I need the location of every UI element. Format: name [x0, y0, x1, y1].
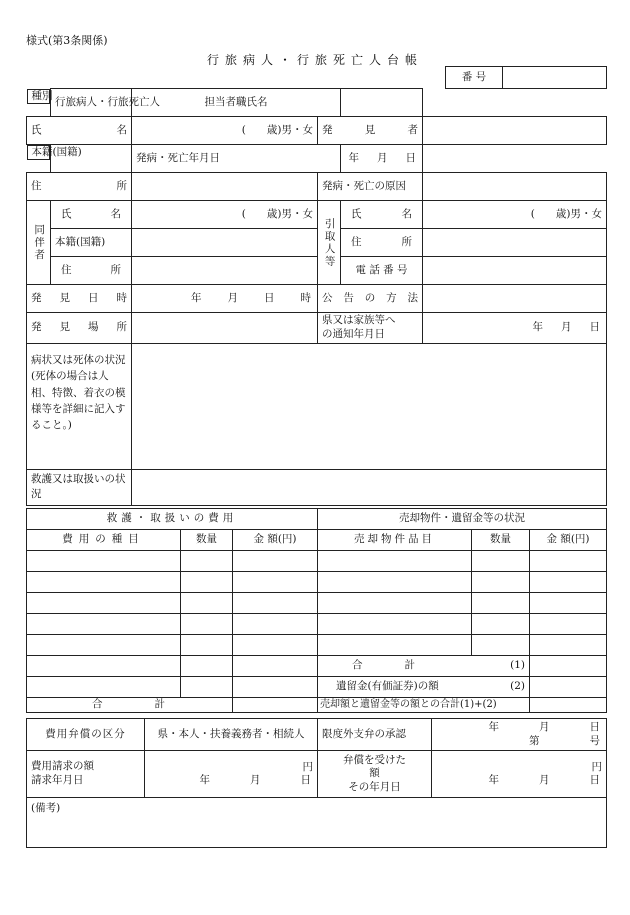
cell[interactable] — [27, 572, 181, 593]
cell[interactable] — [530, 635, 607, 656]
table-row — [27, 572, 607, 593]
cell[interactable] — [27, 677, 181, 698]
finder-field[interactable] — [423, 117, 607, 145]
companion-honseki-label: 本籍(国籍) — [51, 229, 132, 257]
cell[interactable] — [181, 593, 233, 614]
claimant-name-field[interactable]: ( 歳)男・女 — [423, 201, 607, 229]
reimb-label: 弁償を受けた 額 その年月日 — [318, 751, 432, 798]
reimb-field[interactable]: 円 年 月 日 — [432, 751, 607, 798]
cost-sale-table — [26, 508, 607, 713]
cell[interactable] — [233, 572, 318, 593]
cell[interactable] — [181, 614, 233, 635]
approval-field[interactable]: 年 月 日 第 号 — [432, 719, 607, 751]
cause-label: 発病・死亡の原因 — [318, 173, 423, 201]
table-row — [27, 656, 607, 677]
cell[interactable] — [530, 551, 607, 572]
notify-date-field[interactable]: 年 月 日 — [423, 313, 607, 344]
claimant-phone-field[interactable] — [423, 257, 607, 285]
cell[interactable] — [181, 656, 233, 677]
claim-label: 費用請求の額 請求年月日 — [27, 751, 145, 798]
sale-col-amount: 金 額(円) — [530, 530, 607, 551]
found-place-label: 発 見 場 所 — [27, 313, 132, 344]
claimant-name-label: 氏 名 — [341, 201, 423, 229]
cell[interactable] — [181, 677, 233, 698]
cell[interactable] — [233, 614, 318, 635]
form-number: 様式(第3条関係) — [26, 34, 108, 47]
cell[interactable] — [27, 635, 181, 656]
money-label: 遺留金(有価証券)の額 (2) — [318, 677, 530, 698]
main-form — [26, 88, 607, 506]
number-box — [445, 66, 607, 89]
finder-label: 発 見 者 — [318, 117, 423, 145]
cell[interactable] — [318, 572, 472, 593]
table-row — [27, 677, 607, 698]
cell[interactable] — [233, 635, 318, 656]
sale-section-title: 売却物件・遺留金等の状況 — [318, 509, 607, 530]
notice-field[interactable] — [423, 285, 607, 313]
cell[interactable] — [318, 593, 472, 614]
sum-field[interactable] — [530, 698, 607, 713]
claimant-phone-label: 電 話 番 号 — [341, 257, 423, 285]
address-field[interactable] — [132, 173, 318, 201]
cell[interactable] — [233, 593, 318, 614]
cell[interactable] — [27, 614, 181, 635]
companion-name-label: 氏 名 — [51, 201, 132, 229]
cell[interactable] — [27, 593, 181, 614]
cell[interactable] — [181, 551, 233, 572]
notify-label: 県又は家族等へ の通知年月日 — [318, 313, 423, 344]
table-row — [27, 551, 607, 572]
cell[interactable] — [472, 635, 530, 656]
table-row — [27, 593, 607, 614]
cost-col-amount: 金 額(円) — [233, 530, 318, 551]
division-label: 費用弁償の区分 — [27, 719, 145, 751]
cell[interactable] — [530, 572, 607, 593]
cell[interactable] — [472, 551, 530, 572]
cell[interactable] — [472, 572, 530, 593]
condition-field[interactable] — [132, 344, 607, 470]
staff-label: 担当者職氏名 — [132, 89, 341, 117]
division-value[interactable]: 県・本人・扶養義務者・相続人 — [145, 719, 318, 751]
found-datetime-field[interactable]: 年 月 日 時 — [132, 285, 318, 313]
cell[interactable] — [181, 635, 233, 656]
cell[interactable] — [27, 551, 181, 572]
cell[interactable] — [530, 614, 607, 635]
sale-total-label: 合 計 (1) — [318, 656, 530, 677]
honseki-label: 本籍(国籍) — [27, 145, 51, 160]
companion-name-field[interactable]: ( 歳)男・女 — [132, 201, 318, 229]
sum-label: 売却額と遺留金等の額との合計(1)+(2) — [318, 698, 530, 713]
claimant-address-label: 住 所 — [341, 229, 423, 257]
table-row — [27, 614, 607, 635]
approval-label: 限度外支弁の承認 — [318, 719, 432, 751]
page-title: 行旅病人・行旅死亡人台帳 — [206, 53, 423, 67]
notice-label: 公 告 の 方 法 — [318, 285, 423, 313]
staff-field[interactable] — [341, 89, 423, 117]
rescue-label: 救護又は取扱いの状況 — [27, 470, 132, 506]
cost-col-qty: 数量 — [181, 530, 233, 551]
cell[interactable] — [318, 614, 472, 635]
condition-label: 病状又は死体の状況(死体の場合は人相、特徴、着衣の模様等を詳細に記入すること。) — [27, 344, 132, 470]
name-field[interactable]: ( 歳)男・女 — [132, 117, 318, 145]
name-label: 氏 名 — [27, 117, 132, 145]
cell[interactable] — [233, 551, 318, 572]
companion-address-label: 住 所 — [51, 257, 132, 285]
number-label: 番 号 — [446, 67, 503, 89]
onset-date-field[interactable]: 年 月 日 — [341, 145, 423, 173]
claim-field[interactable]: 円 年 月 日 — [145, 751, 318, 798]
claimant-address-field[interactable] — [423, 229, 607, 257]
companion-group-label: 同伴者 — [27, 201, 51, 285]
cell[interactable] — [530, 593, 607, 614]
cell[interactable] — [472, 593, 530, 614]
sale-total-field[interactable] — [530, 656, 607, 677]
cell[interactable] — [472, 614, 530, 635]
cause-field[interactable] — [423, 173, 607, 201]
claimant-group-label: 引取人等 — [318, 201, 341, 285]
cell[interactable] — [318, 551, 472, 572]
cost-col-kind: 費用の種目 — [27, 530, 181, 551]
cell[interactable] — [233, 656, 318, 677]
cost-total-field[interactable] — [233, 698, 318, 713]
bottom-table — [26, 718, 607, 848]
cost-total-label: 合 計 — [27, 698, 233, 713]
companion-honseki-field[interactable] — [132, 229, 318, 257]
sale-col-item: 売却物件品目 — [318, 530, 472, 551]
rescue-field[interactable] — [132, 470, 607, 506]
table-row — [27, 635, 607, 656]
money-field[interactable] — [530, 677, 607, 698]
cell[interactable] — [27, 656, 181, 677]
onset-label: 発病・死亡年月日 — [132, 145, 341, 173]
cell[interactable] — [233, 677, 318, 698]
type-label: 種 別 — [27, 89, 51, 104]
found-place-field[interactable] — [132, 313, 318, 344]
cell[interactable] — [318, 635, 472, 656]
companion-address-field[interactable] — [132, 257, 318, 285]
found-datetime-label: 発 見 日 時 — [27, 285, 132, 313]
cell[interactable] — [181, 572, 233, 593]
remarks-label: (備考) — [31, 802, 61, 814]
address-label: 住 所 — [27, 173, 132, 201]
number-field[interactable] — [503, 67, 607, 89]
type-value[interactable]: 行旅病人・行旅死亡人 — [51, 89, 132, 117]
remarks-field[interactable] — [27, 798, 607, 848]
sale-col-qty: 数量 — [472, 530, 530, 551]
cost-section-title: 救護・取扱いの費用 — [27, 509, 318, 530]
